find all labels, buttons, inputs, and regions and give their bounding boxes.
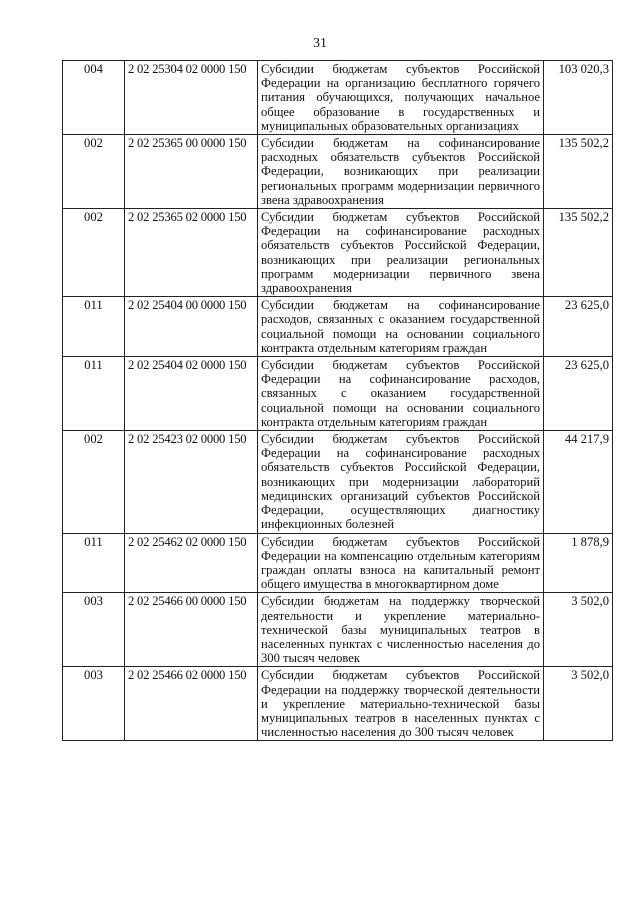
amount-cell: 135 502,2 <box>544 209 613 297</box>
amount-cell: 44 217,9 <box>544 431 613 533</box>
admin-code-cell: 011 <box>63 357 125 431</box>
amount-cell: 3 502,0 <box>544 667 613 741</box>
description-cell: Субсидии бюджетам субъектов Российской Федерации на софинансирование расходных обязательств субъектов Российской Федерации, возникающих при реализации региональных программ модернизации первичного звена здравоохранения <box>258 209 544 297</box>
budget-code-cell: 2 02 25423 02 0000 150 <box>125 431 258 533</box>
admin-code-cell: 002 <box>63 431 125 533</box>
description-cell: Субсидии бюджетам на софинансирование расходных обязательств субъектов Российской Федерации, возникающих при реализации региональных программ модернизации первичного звена здравоохранения <box>258 135 544 209</box>
description-cell: Субсидии бюджетам на поддержку творческой деятельности и укрепление материально-технической базы муниципальных театров в населенных пунктах с численностью населения до 300 тысяч человек <box>258 593 544 667</box>
table-row <box>63 61 613 135</box>
budget-code-cell: 2 02 25462 02 0000 150 <box>125 533 258 593</box>
admin-code-cell: 004 <box>63 61 125 135</box>
admin-code-cell: 011 <box>63 533 125 593</box>
admin-code-cell: 002 <box>63 209 125 297</box>
description-cell: Субсидии бюджетам субъектов Российской Федерации на софинансирование расходов, связанных с оказанием государственной социальной помощи на основании социального контракта отдельным категориям граждан <box>258 357 544 431</box>
table-row <box>63 431 613 533</box>
table-row <box>63 667 613 741</box>
description-cell: Субсидии бюджетам субъектов Российской Федерации на софинансирование расходных обязательств субъектов Российской Федерации, возникающих при модернизации лабораторий медицинских организаций субъектов Российской Федерации, осуществляющих диагностику инфекционных болезней <box>258 431 544 533</box>
table-row <box>63 357 613 431</box>
budget-code-cell: 2 02 25365 00 0000 150 <box>125 135 258 209</box>
amount-cell: 23 625,0 <box>544 357 613 431</box>
amount-cell: 135 502,2 <box>544 135 613 209</box>
table-row <box>63 593 613 667</box>
description-cell: Субсидии бюджетам на софинансирование расходов, связанных с оказанием государственной социальной помощи на основании социального контракта отдельным категориям граждан <box>258 297 544 357</box>
amount-cell: 1 878,9 <box>544 533 613 593</box>
description-cell: Субсидии бюджетам субъектов Российской Федерации на организацию бесплатного горячего питания обучающихся, получающих начальное общее образование в государственных и муниципальных образовательных организациях <box>258 61 544 135</box>
table-body <box>63 61 613 741</box>
budget-code-cell: 2 02 25404 00 0000 150 <box>125 297 258 357</box>
amount-cell: 103 020,3 <box>544 61 613 135</box>
table-row <box>63 533 613 593</box>
table-row <box>63 297 613 357</box>
table-row <box>63 135 613 209</box>
budget-code-cell: 2 02 25365 02 0000 150 <box>125 209 258 297</box>
budget-code-cell: 2 02 25404 02 0000 150 <box>125 357 258 431</box>
description-cell: Субсидии бюджетам субъектов Российской Федерации на поддержку творческой деятельности и укрепление материально-технической базы муниципальных театров в населенных пунктах с численностью населения до 300 тысяч человек <box>258 667 544 741</box>
admin-code-cell: 003 <box>63 593 125 667</box>
budget-code-cell: 2 02 25466 02 0000 150 <box>125 667 258 741</box>
budget-code-cell: 2 02 25304 02 0000 150 <box>125 61 258 135</box>
budget-code-cell: 2 02 25466 00 0000 150 <box>125 593 258 667</box>
budget-revenue-table <box>62 60 613 741</box>
table-row <box>63 209 613 297</box>
description-cell: Субсидии бюджетам субъектов Российской Федерации на компенсацию отдельным категориям граждан оплаты взноса на капитальный ремонт общего имущества в многоквартирном доме <box>258 533 544 593</box>
amount-cell: 23 625,0 <box>544 297 613 357</box>
admin-code-cell: 002 <box>63 135 125 209</box>
page-number: 31 <box>313 36 327 51</box>
admin-code-cell: 011 <box>63 297 125 357</box>
amount-cell: 3 502,0 <box>544 593 613 667</box>
admin-code-cell: 003 <box>63 667 125 741</box>
